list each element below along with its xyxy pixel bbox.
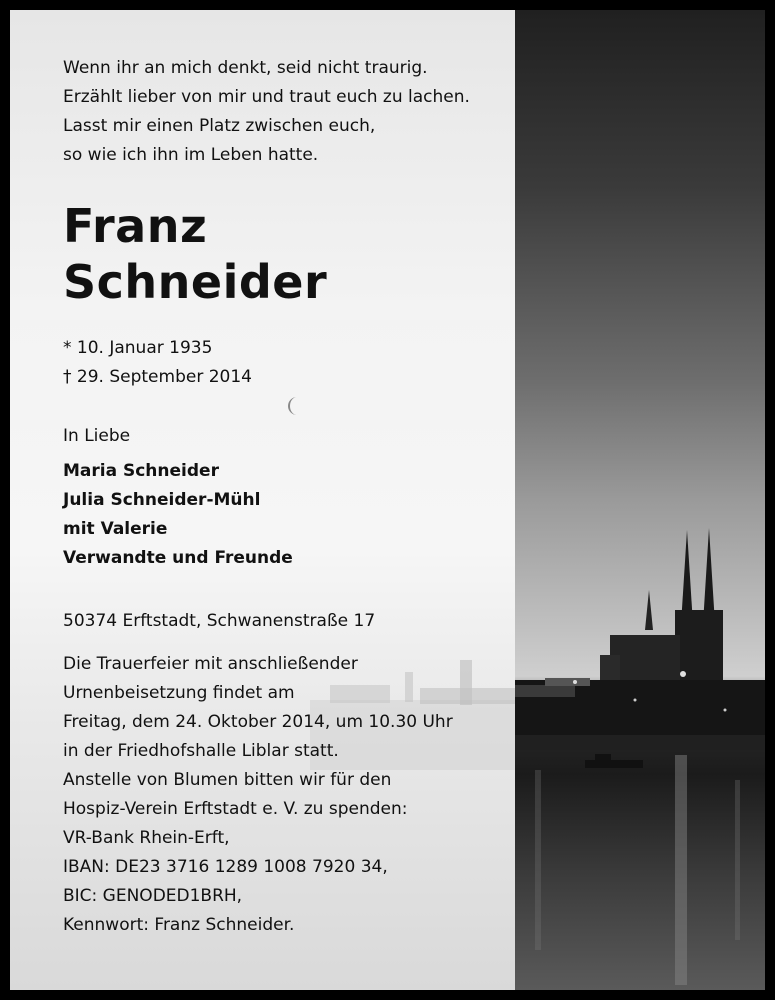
family-member: Verwandte und Freunde xyxy=(63,548,293,568)
donation-info xyxy=(63,766,503,940)
donation-line: IBAN: DE23 3716 1289 1008 7920 34, xyxy=(63,857,388,877)
poem-line: Wenn ihr an mich denkt, seid nicht traurig. xyxy=(63,58,428,78)
birth-date: * 10. Januar 1935 xyxy=(63,338,213,358)
first-name: Franz xyxy=(63,199,208,253)
poem-line: so wie ich ihn im Leben hatte. xyxy=(63,145,319,165)
family-member: mit Valerie xyxy=(63,519,168,539)
donation-line: Anstelle von Blumen bitten wir für den xyxy=(63,770,392,790)
ceremony-line: Freitag, dem 24. Oktober 2014, um 10.30 Uhr xyxy=(63,712,453,732)
ceremony-line: Urnenbeisetzung findet am xyxy=(63,683,295,703)
poem-line: Erzählt lieber von mir und traut euch zu lachen. xyxy=(63,87,470,107)
poem xyxy=(63,54,503,170)
last-name: Schneider xyxy=(63,255,328,309)
deceased-name xyxy=(63,198,503,310)
cathedral-photo xyxy=(515,10,765,990)
donation-line: BIC: GENODED1BRH, xyxy=(63,886,243,906)
obituary-text xyxy=(63,54,503,940)
donation-line: VR-Bank Rhein-Erft, xyxy=(63,828,230,848)
donation-line: Kennwort: Franz Schneider. xyxy=(63,915,295,935)
family-member: Julia Schneider-Mühl xyxy=(63,490,261,510)
address: 50374 Erftstadt, Schwanenstraße 17 xyxy=(63,611,376,631)
ceremony-info xyxy=(63,650,503,766)
death-date: † 29. September 2014 xyxy=(63,367,252,387)
family-list xyxy=(63,457,503,573)
ceremony-line: Die Trauerfeier mit anschließender xyxy=(63,654,358,674)
life-dates xyxy=(63,334,503,392)
poem-line: Lasst mir einen Platz zwischen euch, xyxy=(63,116,376,136)
ceremony-line: in der Friedhofshalle Liblar statt. xyxy=(63,741,339,761)
donation-line: Hospiz-Verein Erftstadt e. V. zu spenden: xyxy=(63,799,408,819)
love-label: In Liebe xyxy=(63,426,131,446)
cathedral-skyline-image xyxy=(515,10,765,990)
family-member: Maria Schneider xyxy=(63,461,219,481)
